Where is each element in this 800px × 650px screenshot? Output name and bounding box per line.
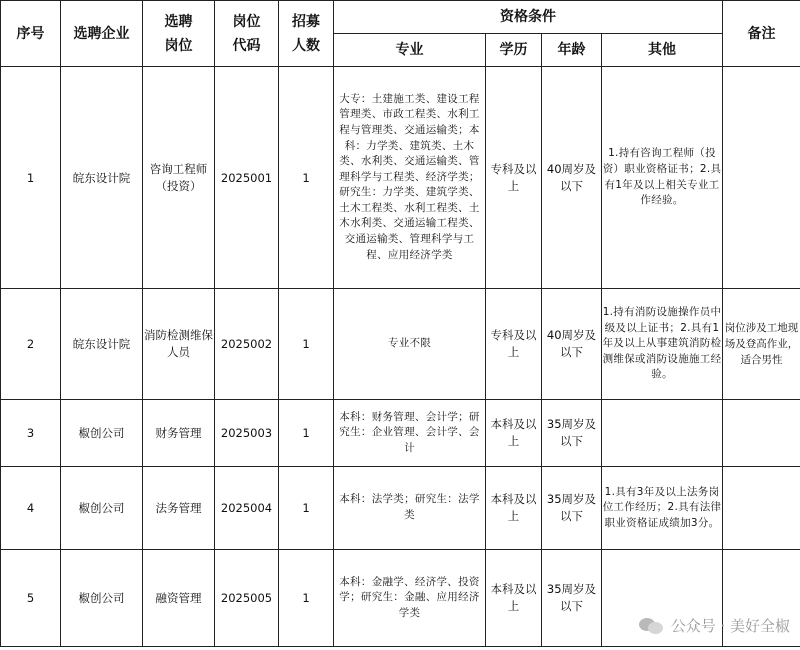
cell-other: 1.持有咨询工程师（投资）职业资格证书；2.具有1年及以上相关专业工作经验。: [602, 67, 723, 289]
cell-post: 消防检测维保人员: [143, 289, 215, 400]
cell-major: 大专：土建施工类、建设工程管理类、市政工程类、水利工程与管理类、交通运输类；本科：力学类、建筑类、土木类、水利类、交通运输类、管理科学与工程类、经济学类；研究生：力学类、建筑学类、土木工程类、水利工程类、土木水利类、交通运输工程类、交通运输类、管理科学与工程、应用经济学类: [334, 67, 486, 289]
cell-post: 财务管理: [143, 400, 215, 467]
watermark: [639, 615, 790, 636]
header-company: 选聘企业: [61, 1, 143, 67]
table-row: [1, 67, 800, 289]
header-code: 岗位 代码: [215, 1, 279, 67]
cell-company: 椒创公司: [61, 550, 143, 647]
header-education: 学历: [486, 34, 542, 67]
cell-code: 2025002: [215, 289, 279, 400]
cell-education: 本科及以上: [486, 400, 542, 467]
cell-age: 35周岁及以下: [542, 400, 602, 467]
cell-code: 2025004: [215, 467, 279, 550]
cell-seq: 2: [1, 289, 61, 400]
header-count: 招募 人数: [279, 1, 334, 67]
cell-code: 2025005: [215, 550, 279, 647]
cell-code: 2025003: [215, 400, 279, 467]
cell-other: 1.具有3年及以上法务岗位工作经历；2.具有法律职业资格证成绩加3分。: [602, 467, 723, 550]
cell-remark: [723, 67, 800, 289]
cell-count: 1: [279, 289, 334, 400]
cell-seq: 5: [1, 550, 61, 647]
watermark-text: 公众号 · 美好全椒: [670, 617, 790, 635]
header-seq: 序号: [1, 1, 61, 67]
table-row: [1, 467, 800, 550]
cell-other: [602, 400, 723, 467]
cell-count: 1: [279, 550, 334, 647]
cell-code: 2025001: [215, 67, 279, 289]
cell-seq: 3: [1, 400, 61, 467]
cell-company: 椒创公司: [61, 400, 143, 467]
cell-company: 皖东设计院: [61, 289, 143, 400]
cell-remark: 岗位涉及工地现场及登高作业，适合男性: [723, 289, 800, 400]
cell-education: 本科及以上: [486, 550, 542, 647]
cell-major: 专业不限: [334, 289, 486, 400]
cell-age: 40周岁及以下: [542, 67, 602, 289]
cell-age: 40周岁及以下: [542, 289, 602, 400]
cell-remark: [723, 467, 800, 550]
table-row: [1, 289, 800, 400]
cell-company: 椒创公司: [61, 467, 143, 550]
cell-count: 1: [279, 67, 334, 289]
cell-count: 1: [279, 467, 334, 550]
cell-count: 1: [279, 400, 334, 467]
cell-major: 本科：金融学、经济学、投资学；研究生：金融、应用经济学类: [334, 550, 486, 647]
cell-education: 专科及以上: [486, 67, 542, 289]
table-row: [1, 400, 800, 467]
cell-post: 咨询工程师（投资）: [143, 67, 215, 289]
header-qualifications: 资格条件: [334, 1, 723, 34]
header-other: 其他: [602, 34, 723, 67]
cell-seq: 4: [1, 467, 61, 550]
cell-age: 35周岁及以下: [542, 550, 602, 647]
cell-age: 35周岁及以下: [542, 467, 602, 550]
cell-post: 法务管理: [143, 467, 215, 550]
cell-education: 专科及以上: [486, 289, 542, 400]
cell-post: 融资管理: [143, 550, 215, 647]
header-age: 年龄: [542, 34, 602, 67]
cell-education: 本科及以上: [486, 467, 542, 550]
cell-seq: 1: [1, 67, 61, 289]
cell-remark: [723, 400, 800, 467]
header-major: 专业: [334, 34, 486, 67]
cell-major: 本科：财务管理、会计学；研究生：企业管理、会计学、会计: [334, 400, 486, 467]
cell-company: 皖东设计院: [61, 67, 143, 289]
cell-other: 1.持有消防设施操作员中级及以上证书；2.具有1年及以上从事建筑消防检测维保或消防设施施工经验。: [602, 289, 723, 400]
cell-major: 本科：法学类；研究生：法学类: [334, 467, 486, 550]
wechat-icon: [639, 616, 665, 636]
header-remark: 备注: [723, 1, 800, 67]
header-post: 选聘 岗位: [143, 1, 215, 67]
